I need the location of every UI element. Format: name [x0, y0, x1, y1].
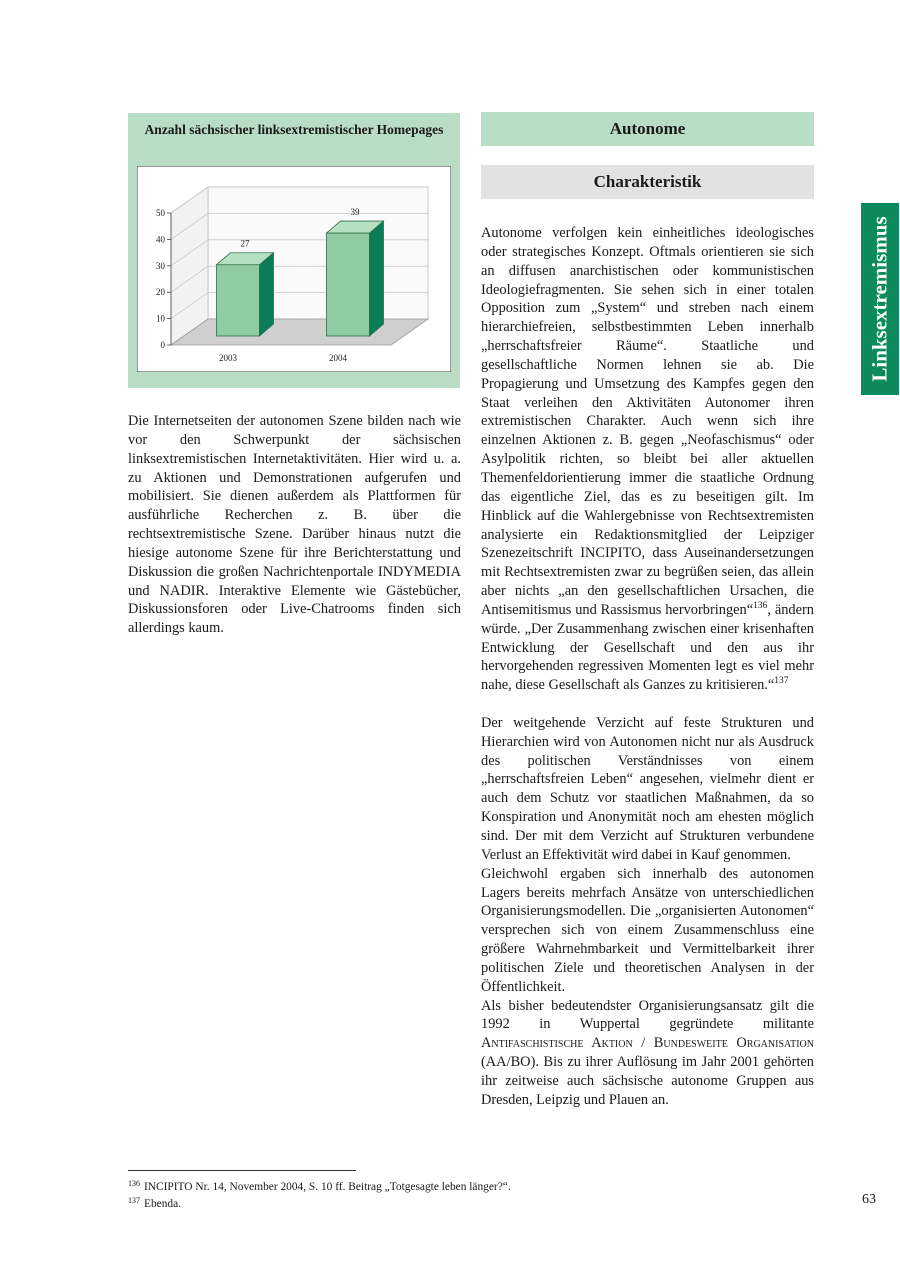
- bar-side: [370, 221, 384, 336]
- section-heading: Autonome: [481, 112, 814, 146]
- paragraph-text: (AA/BO). Bis zu ihrer Auflösung im Jahr 2001 gehörten ihr zeitweise auch sächsische autonome Gruppen aus Dresden, Leipzig und Plauen an.: [481, 1054, 814, 1108]
- paragraph-text: Als bisher bedeutendster Organisierungsansatz gilt die 1992 in Wuppertal gegründete militante: [481, 997, 814, 1033]
- subsection-heading: Charakteristik: [481, 165, 814, 199]
- y-tick-label: 40: [156, 234, 165, 245]
- chart-panel: [128, 113, 460, 388]
- paragraph-structures: Der weitgehende Verzicht auf feste Strukturen und Hierarchien wird von Autonomen nicht nur als Ausdruck des politischen Verständnisses von einem „herrschaftsfreien Leben“ angesehen, vielmehr dient er auch dem Schutz vor staatlichen Maßnahmen, da so Konspiration und Anonymität noch am ehesten möglich sind. Der mit dem Verzicht auf Strukturen verbundene Verlust an Effektivität wird dabei in Kauf genommen.: [481, 714, 814, 863]
- left-column-text: [128, 412, 461, 638]
- x-tick-label: 2004: [329, 353, 347, 363]
- paragraph-text: Autonome verfolgen kein einheitliches ideologisches oder strategisches Konzept. Oftmals orientieren sie sich an diffusen anarchistischen oder kommunistischen Ideologiefragmenten. Sie sehen sich in einer totalen Opposition zum „System“ und streben nach einem hierarchiefreien, selbstbestimmten Leben innerhalb „herrschaftsfreier Räume“. Staatliche und gesellschaftliche Normen lehnen sie ab. Die Propagierung und Umsetzung des Kampfes gegen den Staat verleihen den Aktivitäten Autonomer ihren extremistischen Charakter. Auch wenn sich ihre einzelnen Aktionen z. B. gegen „Neofaschismus“ oder Asylpolitik richten, so bleibt bei aller aktuellen Themenfeldorientierung immer die staatliche Ordnung das eigentliche Ziel, das es zu beseitigen gilt. Im Hinblick auf die Wahlergebnisse von Rechtsextremisten analysierte ein Redaktionsmitglied der Leipziger Szenezeitschrift INCIPITO, dass Auseinandersetzungen mit Rechtsextremisten zwar zu begrüßen seien, das allein aber nichts „an den gesellschaftlichen Ursachen, die Antisemitismus und Rassismus hervorbringen“: [481, 225, 814, 618]
- chapter-side-tab: [861, 203, 899, 395]
- chart-side-wall: [171, 187, 208, 345]
- footnote-number: 137: [128, 1196, 140, 1205]
- paragraph-text: , ändern würde. „Der Zusammenhang zwischen einer krisenhaften Entwicklung der Gesellschaft und den aus ihr hervorgehenden regressiven Momenten legt es viel mehr nahe, diese Gesellschaft als Ganzes zu kritisieren.“: [481, 601, 815, 694]
- footnote: [128, 1194, 181, 1211]
- y-tick-label: 20: [156, 287, 165, 298]
- x-tick-label: 2003: [219, 353, 237, 363]
- chapter-label: Linksextremismus: [867, 216, 892, 382]
- bar-chart: [137, 166, 451, 372]
- page-number: 63: [862, 1192, 876, 1207]
- paragraph-characteristics: [481, 224, 814, 695]
- bar-side: [260, 253, 274, 336]
- footnote-ref[interactable]: 136: [753, 600, 768, 611]
- footnote: [128, 1177, 511, 1194]
- paragraph-aabo: [481, 997, 814, 1110]
- footnote-number: 136: [128, 1179, 140, 1188]
- data-label: 39: [350, 207, 360, 218]
- footnote-ref[interactable]: 137: [774, 676, 789, 687]
- right-column-text: [481, 224, 814, 1110]
- y-tick-label: 30: [156, 260, 165, 271]
- footnote-text: INCIPITO Nr. 14, November 2004, S. 10 ff. Beitrag „Totgesagte leben länger?“.: [144, 1181, 511, 1193]
- y-tick-label: 0: [160, 340, 165, 350]
- data-label: 27: [240, 238, 250, 249]
- chart-title: Anzahl sächsischer linksextremistischer Homepages: [144, 122, 444, 137]
- left-paragraph: Die Internetseiten der autonomen Szene bilden nach wie vor den Schwerpunkt der sächsischen linksextremistischen Internetaktivitäten. Hier wird u. a. zu Aktionen und Demonstrationen aufgerufen und mobilisiert. Sie dienen außerdem als Plattformen für ausführliche Recherchen z. B. über die rechtsextremistische Szene. Darüber hinaus nutzt die hiesige autonome Szene für ihre Berichterstattung und Diskussion die großen Nachrichtenportale INDYMEDIA und NADIR. Interaktive Elemente wie Gästebücher, Diskussionsforen oder Live-Chatrooms finden sich allerdings kaum.: [128, 413, 461, 637]
- paragraph-organisation: Gleichwohl ergaben sich innerhalb des autonomen Lagers bereits mehrfach Ansätze von unterschiedlichen Organisierungsmodellen. Die „organisierten Autonomen“ versprechen sich von einem Zusammenschluss eine größere Wahrnehmbarkeit und Vermittelbarkeit ihrer politischen Ziele und theoretischen Analysen in der Öffentlichkeit.: [481, 865, 814, 995]
- footnote-divider: [128, 1170, 356, 1171]
- y-tick-label: 10: [156, 313, 165, 324]
- bar-2004: [327, 233, 370, 336]
- organisation-name: Antifaschistische Aktion / Bundesweite Organisation: [481, 1035, 814, 1052]
- chart-floor: [171, 319, 428, 345]
- y-tick-label: 50: [156, 208, 165, 218]
- footnote-text: Ebenda.: [144, 1198, 182, 1210]
- bar-2003: [217, 265, 260, 336]
